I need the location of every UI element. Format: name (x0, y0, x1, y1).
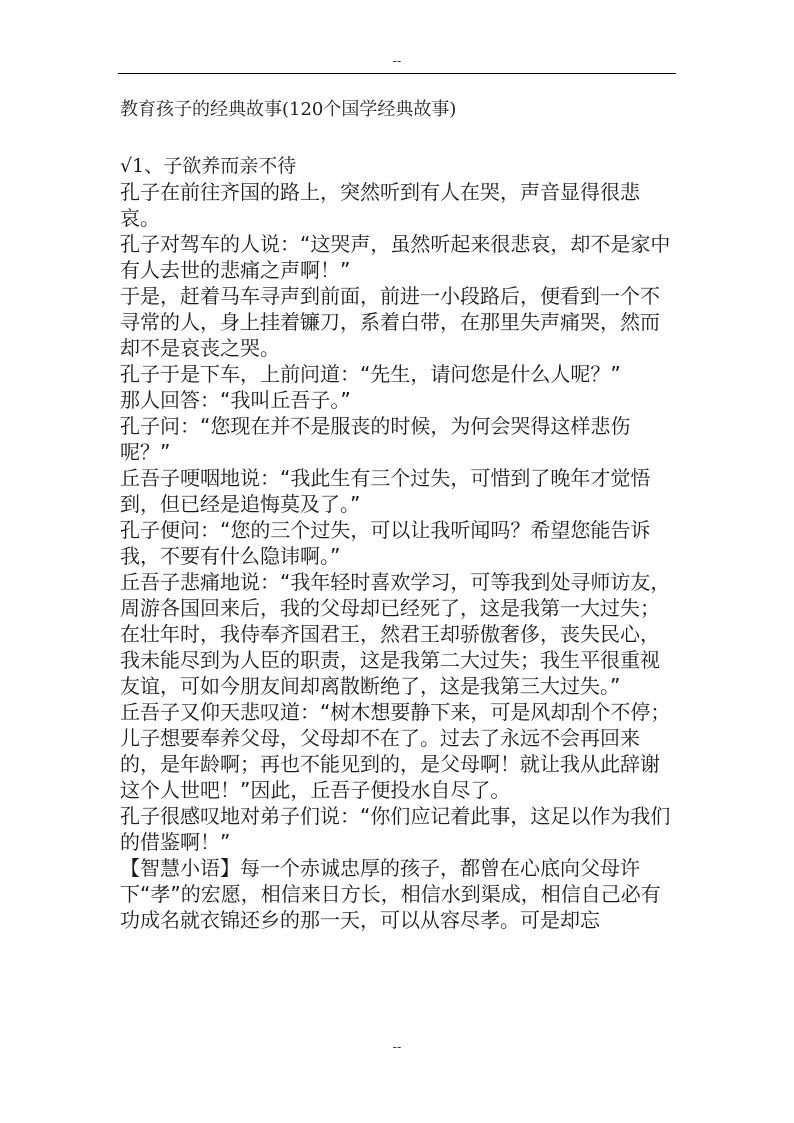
wisdom-note: 【智慧小语】每一个赤诚忠厚的孩子，都曾在心底向父母许下“孝”的宏愿，相信来日方长，相信水到渠成，相信自己必有功成名就衣锦还乡的那一天，可以从容尽孝。可是却忘 (120, 856, 661, 932)
page-header-mark: -- (392, 53, 402, 68)
paragraph: 孔子对驾车的人说：“这哭声，虽然听起来很悲哀，却不是家中有人去世的悲痛之声啊！” (120, 232, 671, 282)
document-title: 教育孩子的经典故事(120个国学经典故事) (120, 99, 457, 120)
paragraph: 那人回答：“我叫丘吾子。” (120, 388, 351, 412)
paragraph: 孔子于是下车，上前问道：“先生，请问您是什么人呢？” (120, 362, 621, 386)
story-body (120, 153, 678, 933)
paragraph: 孔子问：“您现在并不是服丧的时候，为何会哭得这样悲伤呢？” (120, 414, 631, 464)
paragraph: 孔子在前往齐国的路上，突然听到有人在哭，声音显得很悲哀。 (120, 180, 640, 230)
paragraph: 孔子很感叹地对弟子们说：“你们应记着此事，这足以作为我们的借鉴啊！” (120, 804, 671, 854)
paragraph: 孔子便问：“您的三个过失，可以让我听闻吗？希望您能告诉我，不要有什么隐讳啊。” (120, 518, 651, 568)
paragraph: 丘吾子哽咽地说：“我此生有三个过失，可惜到了晚年才觉悟到，但已经是追悔莫及了。” (120, 466, 651, 516)
story-heading: √1、子欲养而亲不待 (120, 155, 297, 177)
paragraph: 丘吾子悲痛地说：“我年轻时喜欢学习，可等我到处寻师访友，周游各国回来后，我的父母却已经死了，这是我第一大过失；在壮年时，我侍奉齐国君王，然君王却骄傲奢侈，丧失民心，我未能尽到为人臣的职责，这是我第二大过失；我生平很重视友谊，可如今朋友间却离散断绝了，这是我第三大过失。” (120, 570, 671, 698)
page-footer-mark: -- (392, 1039, 402, 1054)
paragraph: 丘吾子又仰天悲叹道：“树木想要静下来，可是风却刮个不停；儿子想要奉养父母，父母却不在了。过去了永远不会再回来的，是年龄啊；再也不能见到的，是父母啊！就让我从此辞谢这个人世吧！”因此，丘吾子便投水自尽了。 (120, 700, 671, 802)
header-divider (118, 73, 676, 74)
paragraph: 于是，赶着马车寻声到前面，前进一小段路后，便看到一个不寻常的人，身上挂着镰刀，系着白带，在那里失声痛哭，然而却不是哀丧之哭。 (120, 284, 660, 360)
